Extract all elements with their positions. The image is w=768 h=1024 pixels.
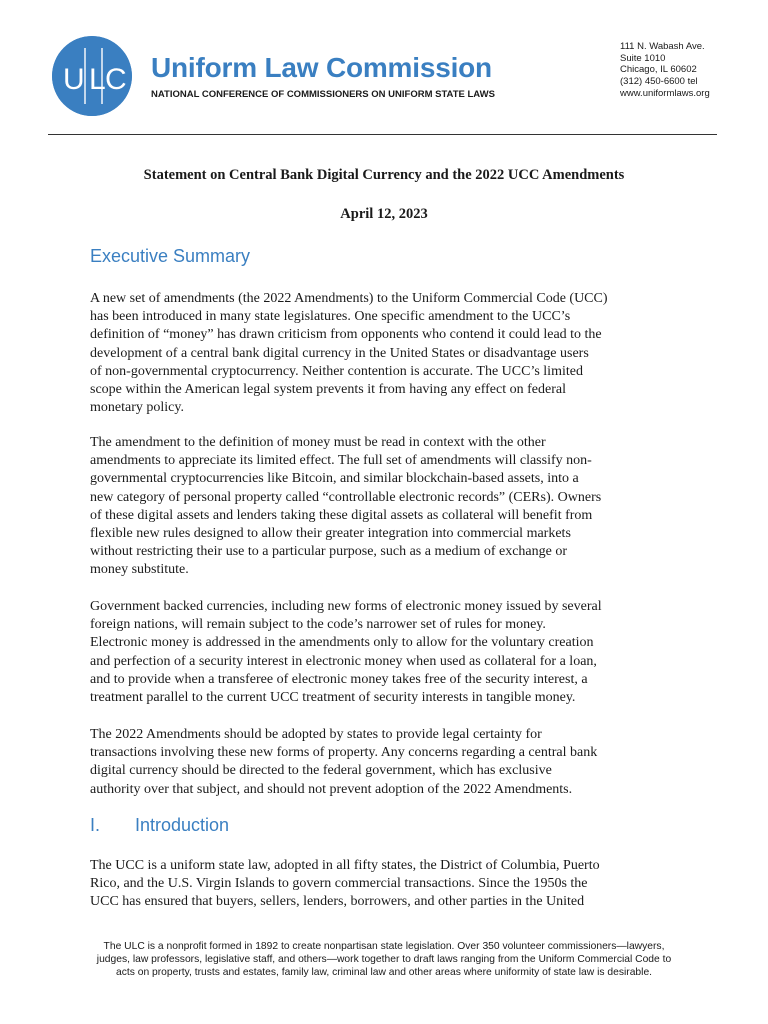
org-subtitle: NATIONAL CONFERENCE OF COMMISSIONERS ON UNIFORM STATE LAWS: [151, 89, 495, 100]
text-line: has been introduced in many state legislatures. One specific amendment to the UCC’s: [90, 309, 571, 325]
footer-line: acts on property, trusts and estates, family law, criminal law and other areas where uniformity of state law is desirable.: [115, 967, 653, 978]
ulc-logo-mark: [52, 36, 132, 116]
address-line: Chicago, IL 60602: [620, 64, 697, 76]
svg-text:L: L: [89, 63, 106, 96]
paragraph-5: [90, 857, 680, 912]
text-line: authority over that subject, and should not prevent adoption of the 2022 Amendments.: [90, 781, 573, 797]
page-footer: [40, 940, 728, 979]
text-line: money substitute.: [90, 562, 189, 578]
footer-line: The ULC is a nonprofit formed in 1892 to create nonpartisan state legislation. Over 350 volunteer commissioners—lawyers,: [103, 941, 665, 952]
text-line: scope within the American legal system prevents it from having any effect on federal: [90, 382, 566, 398]
header-divider: [48, 134, 717, 135]
text-line: The 2022 Amendments should be adopted by states to provide legal certainty for: [90, 727, 542, 742]
text-line: and perfection of a security interest in electronic money when used as collateral for a loan,: [90, 653, 597, 669]
text-line: of non-governmental cryptocurrency. Neither contention is accurate. The UCC’s limited: [90, 363, 583, 379]
ulc-logo: [52, 36, 132, 116]
section-title: Introduction: [135, 815, 230, 835]
exec-summary-heading: Executive Summary: [90, 246, 251, 266]
text-line: new category of personal property called “controllable electronic records” (CERs). Owners: [90, 489, 602, 505]
paragraph-3: [90, 598, 680, 707]
text-line: The UCC is a uniform state law, adopted in all fifty states, the District of Columbia, Puerto: [90, 858, 600, 873]
paragraph-2: [90, 434, 680, 580]
document-date: April 12, 2023: [340, 206, 428, 222]
text-line: governmental cryptocurrencies like Bitcoin, and similar blockchain-based assets, into a: [90, 471, 579, 487]
text-line: Rico, and the U.S. Virgin Islands to govern commercial transactions. Since the 1950s the: [90, 876, 588, 892]
text-line: development of a central bank digital currency in the United States or disadvantage users: [90, 345, 589, 361]
text-line: The amendment to the definition of money must be read in context with the other: [90, 435, 546, 450]
address-block: [620, 41, 710, 100]
text-line: UCC has ensured that buyers, sellers, lenders, borrowers, and other parties in the United: [90, 894, 585, 910]
svg-text:U: U: [63, 63, 85, 96]
paragraph-4: [90, 726, 680, 799]
intro-heading: [90, 815, 229, 836]
text-line: Electronic money is addressed in the amendments only to allow for the voluntary creation: [90, 635, 594, 651]
document-title: Statement on Central Bank Digital Currency and the 2022 UCC Amendments: [143, 167, 625, 183]
text-line: digital currency should be directed to the federal government, which has exclusive: [90, 763, 552, 779]
text-line: without restricting their use to a particular purpose, such as a medium of exchange or: [90, 544, 568, 560]
address-line: Suite 1010: [620, 52, 666, 64]
footer-line: judges, law professors, legislative staff, and others—work together to draft laws ranging from the Uniform Commercial Code to: [96, 954, 672, 965]
org-name: Uniform Law Commission: [151, 52, 492, 83]
text-line: transactions involving these new forms of property. Any concerns regarding a central bank: [90, 745, 598, 761]
paragraph-1: [90, 290, 680, 417]
text-line: flexible new rules designed to allow their greater integration into commercial markets: [90, 526, 571, 542]
text-line: of these digital assets and lenders taking these digital assets as collateral will benefit from: [90, 507, 593, 523]
text-line: and to provide when a transferee of electronic money takes free of the security interest, a: [90, 671, 588, 687]
text-line: monetary policy.: [90, 400, 184, 416]
text-line: foreign nations, will remain subject to the code’s narrower set of rules for money.: [90, 617, 546, 633]
text-line: A new set of amendments (the 2022 Amendments) to the Uniform Commercial Code (UCC): [90, 291, 608, 306]
section-number: I.: [90, 815, 101, 835]
text-line: treatment parallel to the current UCC treatment of security interests in tangible money.: [90, 690, 576, 706]
text-line: amendments to appreciate its limited effect. The full set of amendments will classify non-: [90, 453, 592, 469]
address-line: 111 N. Wabash Ave.: [620, 41, 705, 52]
text-line: Government backed currencies, including new forms of electronic money issued by several: [90, 599, 602, 614]
address-website-link[interactable]: www.uniformlaws.org: [620, 87, 710, 99]
text-line: definition of “money” has drawn criticism from opponents who contend it could lead to the: [90, 327, 602, 343]
svg-text:C: C: [105, 63, 127, 96]
address-phone: (312) 450-6600 tel: [620, 76, 698, 88]
